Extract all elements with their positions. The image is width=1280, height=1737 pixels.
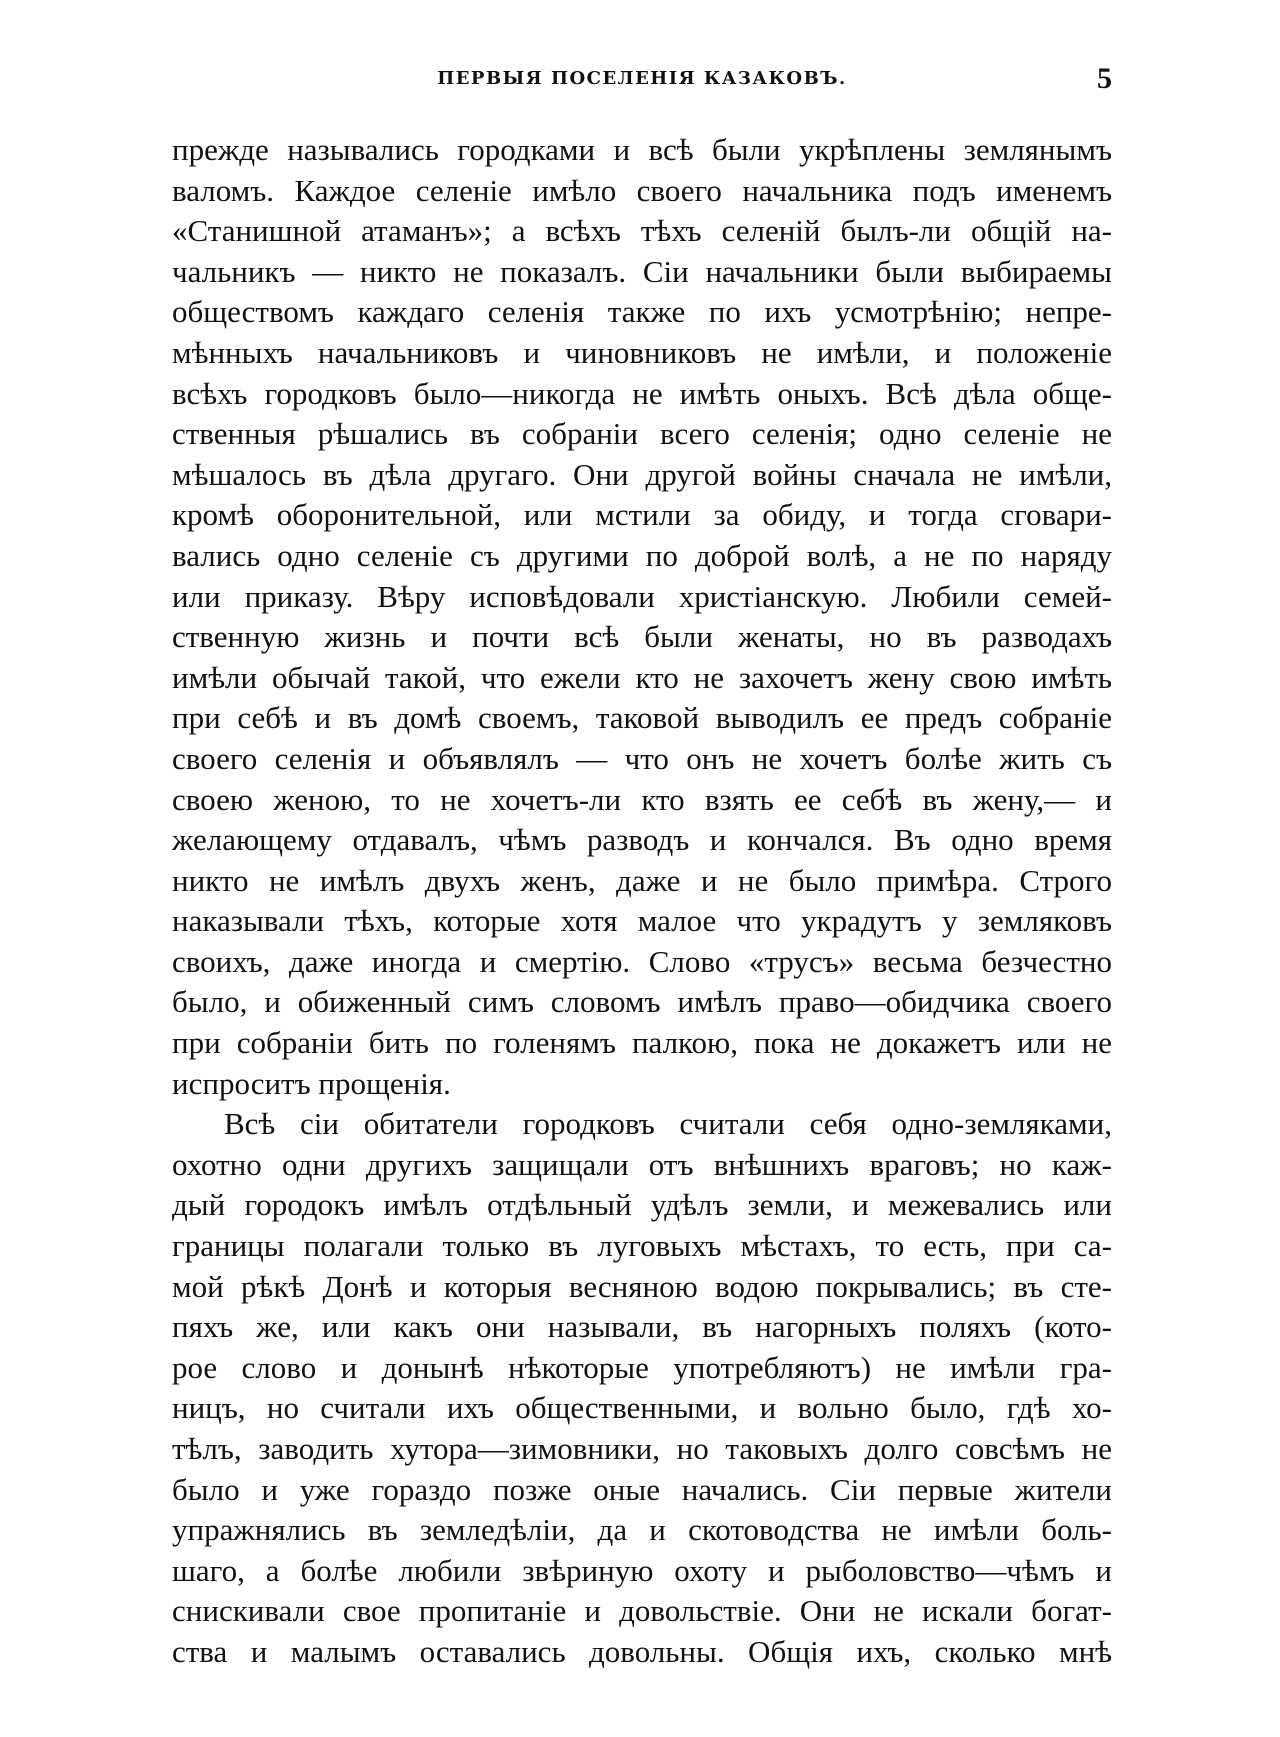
text-line: пяхъ же, или какъ они называли, въ нагорныхъ поляхъ (кото- <box>172 1309 1112 1345</box>
text-line: своею женою, то не хочетъ-ли кто взять ее себѣ въ жену,— и <box>172 781 1112 817</box>
text-line: ственныя рѣшались въ собраніи всего селенія; одно селеніе не <box>172 416 1112 452</box>
text-line: было и уже гораздо позже оные начались. Сіи первые жители <box>172 1471 1112 1507</box>
page-number: 5 <box>1097 62 1112 95</box>
running-title: ПЕРВЫЯ ПОСЕЛЕНІЯ КАЗАКОВЪ. <box>437 68 847 89</box>
body-text <box>172 130 1112 1673</box>
text-line: мѣшалось въ дѣла другаго. Они другой войны сначала не имѣли, <box>172 456 1112 492</box>
text-line: ства и малымъ оставались довольны. Общія ихъ, сколько мнѣ <box>172 1633 1112 1669</box>
text-line: рое слово и донынѣ нѣкоторые употребляютъ) не имѣли гра- <box>172 1349 1112 1385</box>
text-line: мой рѣкѣ Донѣ и которыя весняною водою покрывались; въ сте- <box>172 1268 1112 1304</box>
text-line: границы полагали только въ луговыхъ мѣстахъ, то есть, при са- <box>172 1228 1112 1264</box>
text-line: «Станишной атаманъ»; а всѣхъ тѣхъ селеній былъ-ли общій на- <box>172 213 1112 249</box>
text-line: тѣлъ, заводить хутора—зимовники, но таковыхъ долго совсѣмъ не <box>172 1431 1112 1466</box>
text-line: прежде назывались городками и всѣ были укрѣплены землянымъ <box>172 132 1112 167</box>
text-line: шаго, а болѣе любили звѣриную охоту и рыболовство—чѣмъ и <box>172 1552 1112 1588</box>
text-line: снискивали свое пропитаніе и довольствіе. Они не искали богат- <box>172 1593 1112 1629</box>
paragraph-2 <box>172 1104 1112 1672</box>
text-line: своего селенія и объявлялъ — что онъ не хочетъ болѣе жить съ <box>172 740 1112 776</box>
text-line: Всѣ сіи обитатели городковъ считали себя одно-земляками, <box>224 1106 1112 1142</box>
text-line: охотно одни другихъ защищали отъ внѣшнихъ враговъ; но каж- <box>172 1146 1112 1182</box>
text-line: имѣли обычай такой, что ежели кто не захочетъ жену свою имѣть <box>172 659 1112 695</box>
page-header <box>172 60 1112 100</box>
text-line: упражнялись въ земледѣліи, да и скотоводства не имѣли боль- <box>172 1512 1112 1548</box>
text-line: обществомъ каждаго селенія также по ихъ усмотрѣнію; непре- <box>172 294 1112 330</box>
text-line: дый городокъ имѣлъ отдѣльный удѣлъ земли, и межевались или <box>172 1187 1112 1223</box>
text-line: мѣнныхъ начальниковъ и чиновниковъ не имѣли, и положеніе <box>172 334 1112 370</box>
text-line: всѣхъ городковъ было—никогда не имѣть оныхъ. Всѣ дѣла обще- <box>172 375 1112 411</box>
text-line: вались одно селеніе съ другими по доброй волѣ, а не по наряду <box>172 537 1112 573</box>
text-line: ницъ, но считали ихъ общественными, и вольно было, гдѣ хо- <box>172 1390 1112 1426</box>
text-line: наказывали тѣхъ, которые хотя малое что украдутъ у земляковъ <box>172 903 1112 939</box>
text-line: никто не имѣлъ двухъ женъ, даже и не было примѣра. Строго <box>172 862 1112 898</box>
text-line: валомъ. Каждое селеніе имѣло своего начальника подъ именемъ <box>172 172 1112 208</box>
text-line: было, и обиженный симъ словомъ имѣлъ право—обидчика своего <box>172 984 1112 1020</box>
text-line: при себѣ и въ домѣ своемъ, таковой выводилъ ее предъ собраніе <box>172 700 1112 736</box>
paragraph-1 <box>172 130 1112 1104</box>
text-line: желающему отдавалъ, чѣмъ разводъ и кончался. Въ одно время <box>172 822 1112 858</box>
text-line: при собраніи бить по голенямъ палкою, пока не докажетъ или не <box>172 1025 1112 1061</box>
text-line: ственную жизнь и почти всѣ были женаты, но въ разводахъ <box>172 619 1112 655</box>
text-line: или приказу. Вѣру исповѣдовали христіанскую. Любили семей- <box>172 578 1112 614</box>
text-line: испроситъ прощенія. <box>172 1065 451 1101</box>
text-line: своихъ, даже иногда и смертію. Слово «трусъ» весьма безчестно <box>172 943 1112 979</box>
text-line: кромѣ оборонительной, или мстили за обиду, и тогда сговари- <box>172 497 1112 533</box>
text-line: чальникъ — никто не показалъ. Сіи начальники были выбираемы <box>172 253 1112 289</box>
